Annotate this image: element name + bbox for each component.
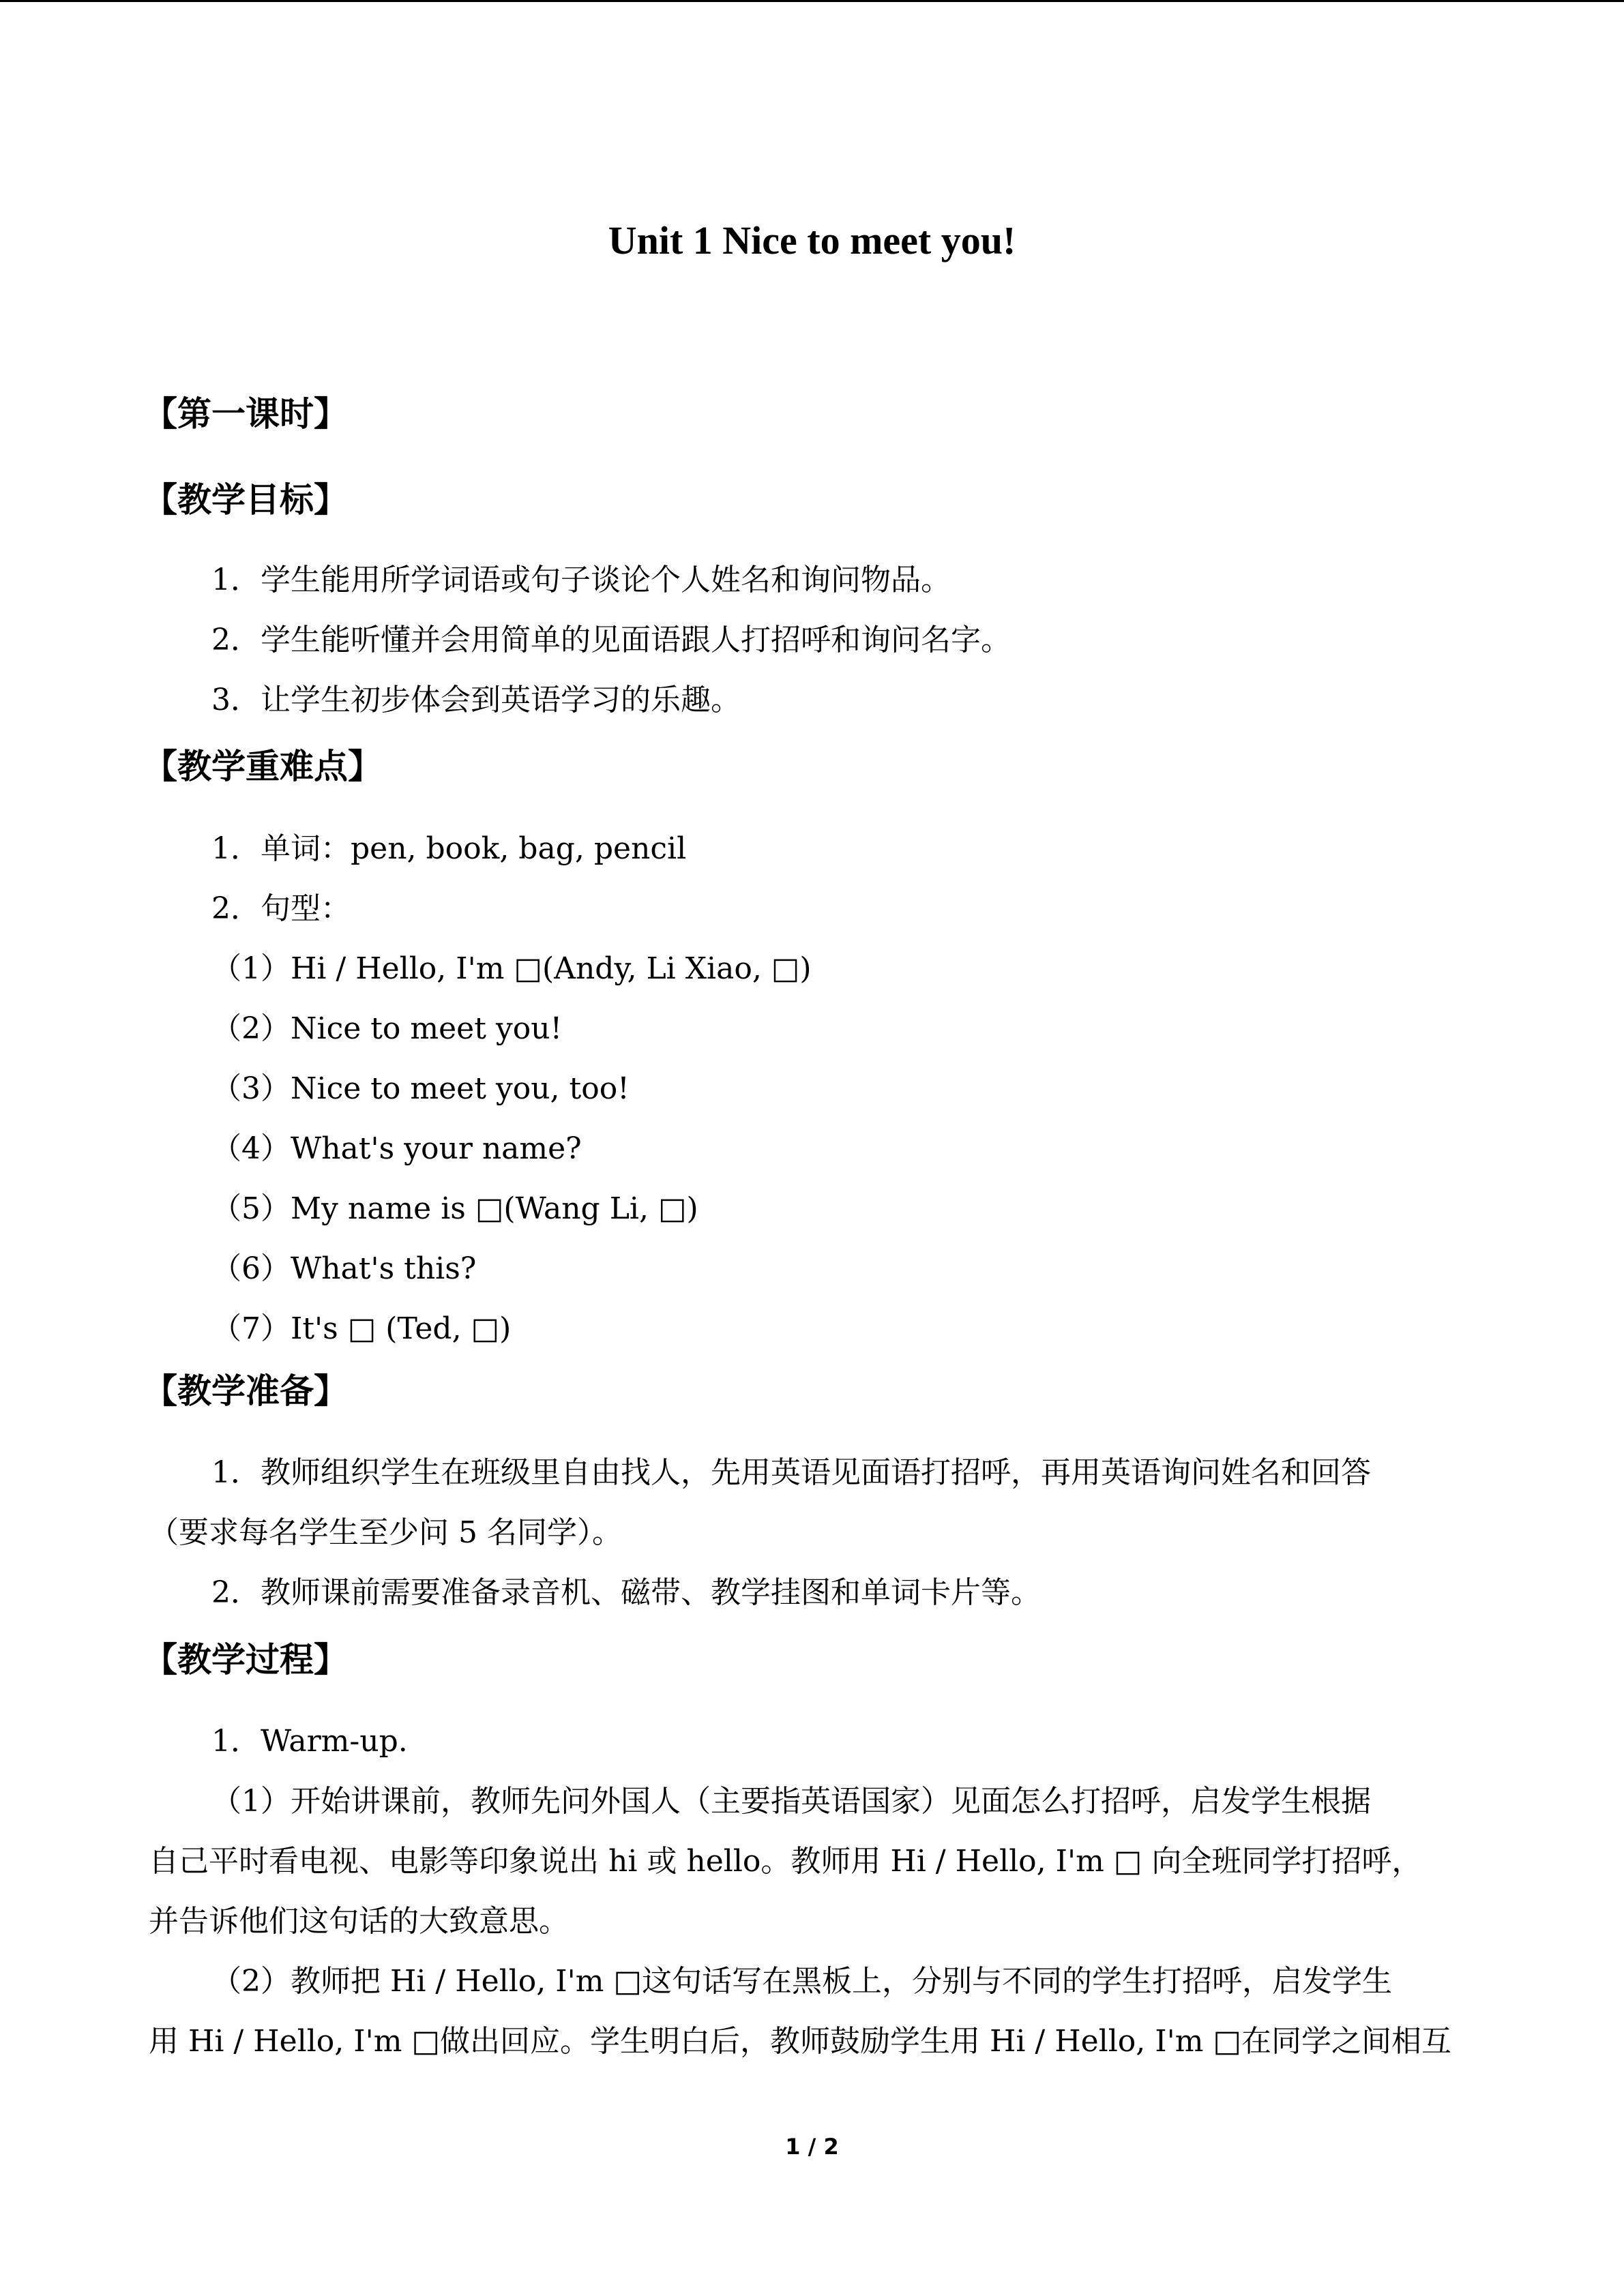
section-heading-key-points: 【教学重难点】 xyxy=(143,747,382,786)
key-points-patterns-label: 2．句型： xyxy=(211,891,351,926)
pattern-item: （6）What's this? xyxy=(211,1251,477,1286)
objective-item: 3．让学生初步体会到英语学习的乐趣。 xyxy=(211,683,741,717)
pattern-item: （7）It's □ (Ted, □) xyxy=(211,1311,512,1346)
objective-item: 1．学生能用所学词语或句子谈论个人姓名和询问物品。 xyxy=(211,563,951,597)
pattern-item: （4）What's your name? xyxy=(211,1131,582,1166)
section-heading-process: 【教学过程】 xyxy=(143,1640,348,1680)
pattern-item: （2）Nice to meet you! xyxy=(211,1011,563,1046)
objective-item: 2．学生能听懂并会用简单的见面语跟人打招呼和询问名字。 xyxy=(211,623,1011,657)
process-paragraph-1-line-1: （1）开始讲课前，教师先问外国人（主要指英语国家）见面怎么打招呼，启发学生根据 xyxy=(211,1784,1371,1819)
process-step-1: 1．Warm-up. xyxy=(211,1724,408,1759)
preparation-item-1-line-1: 1．教师组织学生在班级里自由找人，先用英语见面语打招呼，再用英语询问姓名和回答 xyxy=(211,1455,1371,1490)
pattern-item: （1）Hi / Hello, I'm □(Andy, Li Xiao, □) xyxy=(211,951,812,986)
page-top-border xyxy=(0,0,1624,2)
process-paragraph-2-line-1: （2）教师把 Hi / Hello, I'm □这句话写在黑板上，分别与不同的学生打招呼，启发学生 xyxy=(211,1964,1392,1999)
process-paragraph-1-line-2: 自己平时看电视、电影等印象说出 hi 或 hello。教师用 Hi / Hello, I'm □ 向全班同学打招呼， xyxy=(149,1844,1422,1879)
process-paragraph-1-line-3: 并告诉他们这句话的大致意思。 xyxy=(149,1904,569,1939)
document-title: Unit 1 Nice to meet you! xyxy=(608,218,1016,263)
preparation-item-1-line-2: （要求每名学生至少问 5 名同学）。 xyxy=(149,1515,622,1550)
section-heading-period: 【第一课时】 xyxy=(143,394,348,434)
pattern-item: （5）My name is □(Wang Li, □) xyxy=(211,1191,698,1226)
section-heading-objectives: 【教学目标】 xyxy=(143,480,348,520)
pattern-item: （3）Nice to meet you, too! xyxy=(211,1071,630,1106)
process-paragraph-2-line-2: 用 Hi / Hello, I'm □做出回应。学生明白后，教师鼓励学生用 Hi / Hello, I'm □在同学之间相互 xyxy=(149,2024,1452,2059)
page-number: 1 / 2 xyxy=(785,2134,839,2160)
key-points-words: 1．单词：pen, book, bag, pencil xyxy=(211,831,687,866)
preparation-item-2: 2．教师课前需要准备录音机、磁带、教学挂图和单词卡片等。 xyxy=(211,1575,1041,1610)
section-heading-preparation: 【教学准备】 xyxy=(143,1371,348,1411)
